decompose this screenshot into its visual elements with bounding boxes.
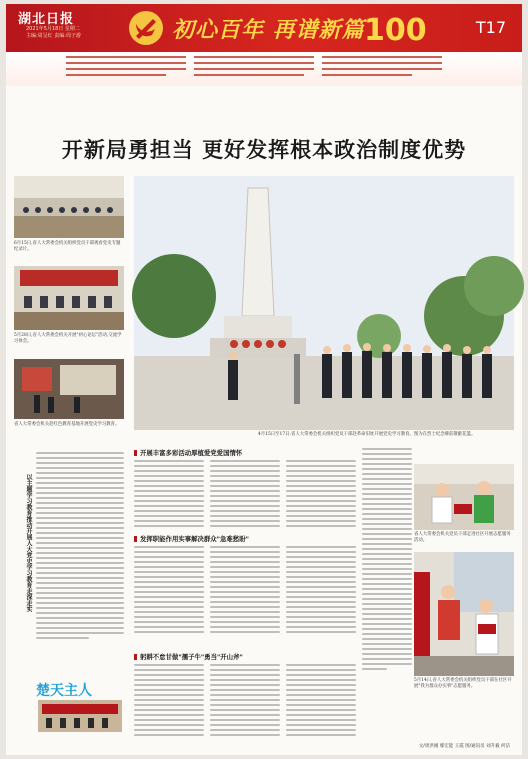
article-column <box>134 460 204 530</box>
article-column <box>286 664 356 739</box>
main-photo-caption: 4月15日至17日,省人大常委会机关组织党员干部赴革命旧址开展党史学习教育。图为在烈士纪念碑前敬献花篮。 <box>258 432 476 437</box>
section-heading: 躬耕不怠甘做"孺子牛"勇当"开山斧" <box>134 652 243 661</box>
page-number: T17 <box>475 18 506 37</box>
photo-caption: 6月15日,省人大常委会机关组织党员干部观看党史专题纪录片。 <box>14 241 121 252</box>
article-column <box>210 664 280 739</box>
photo-caption: 省人大常委会机关赴红色教育基地开展党史学习教育。 <box>14 422 120 427</box>
photo-monument-ceremony <box>134 176 514 430</box>
centenary-100-icon <box>362 10 427 48</box>
newspaper-page <box>6 4 522 755</box>
section-heading: 开展丰富多彩活动厚植爱党爱国情怀 <box>134 448 242 457</box>
photo-promo <box>38 700 122 732</box>
masthead-date <box>26 26 81 40</box>
photo-forum <box>14 266 124 330</box>
date-line: 2021年5月18日 星期二 <box>26 26 80 32</box>
page-headline: 开新局勇担当 更好发挥根本政治制度优势 <box>61 137 467 162</box>
intro-band <box>6 52 522 86</box>
photo-caption: 5月14日,省人大常委会机关组织党员干部在社区开展"我为群众办实事"志愿服务。 <box>414 678 512 689</box>
photo-meeting <box>14 176 124 238</box>
article-column <box>134 664 204 739</box>
section-heading: 发挥职能作用实事解决群众"急难愁盼" <box>134 534 249 543</box>
photo-caption: 省人大常委会机关党员干部走进社区开展志愿服务活动。 <box>414 532 511 543</box>
masthead: 湖北日报 <box>18 12 75 27</box>
article-column <box>286 546 356 636</box>
anniversary-slogan: 初心百年 再谱新篇 <box>172 17 365 43</box>
article-column <box>286 460 356 530</box>
promo-title: 楚天主人 <box>36 683 92 699</box>
side-column-title: 以主题学习教育推动开展人大党史学习教育走深走实 <box>25 474 32 612</box>
article-column <box>210 460 280 530</box>
photo-volunteer <box>414 464 514 530</box>
party-emblem-icon <box>126 9 166 47</box>
article-column <box>210 546 280 636</box>
page-header <box>6 4 522 52</box>
byline-footer: 文/周洪刚 鄢宏能 王霞 图/通讯员 刘升毅 何洁 <box>418 744 510 749</box>
photo-exhibition <box>14 359 124 419</box>
photo-community-service <box>414 552 514 676</box>
svg-text:100: 100 <box>364 13 427 48</box>
editor-line: 主编:周呈红 责编:周子游 <box>26 33 81 39</box>
photo-caption: 5月28日,省人大常委会机关开展"初心论坛"活动,交流学习体会。 <box>14 333 122 344</box>
left-article-column <box>36 452 124 642</box>
article-column <box>362 448 412 673</box>
intro-text-lines <box>6 52 522 86</box>
article-column <box>134 546 204 636</box>
